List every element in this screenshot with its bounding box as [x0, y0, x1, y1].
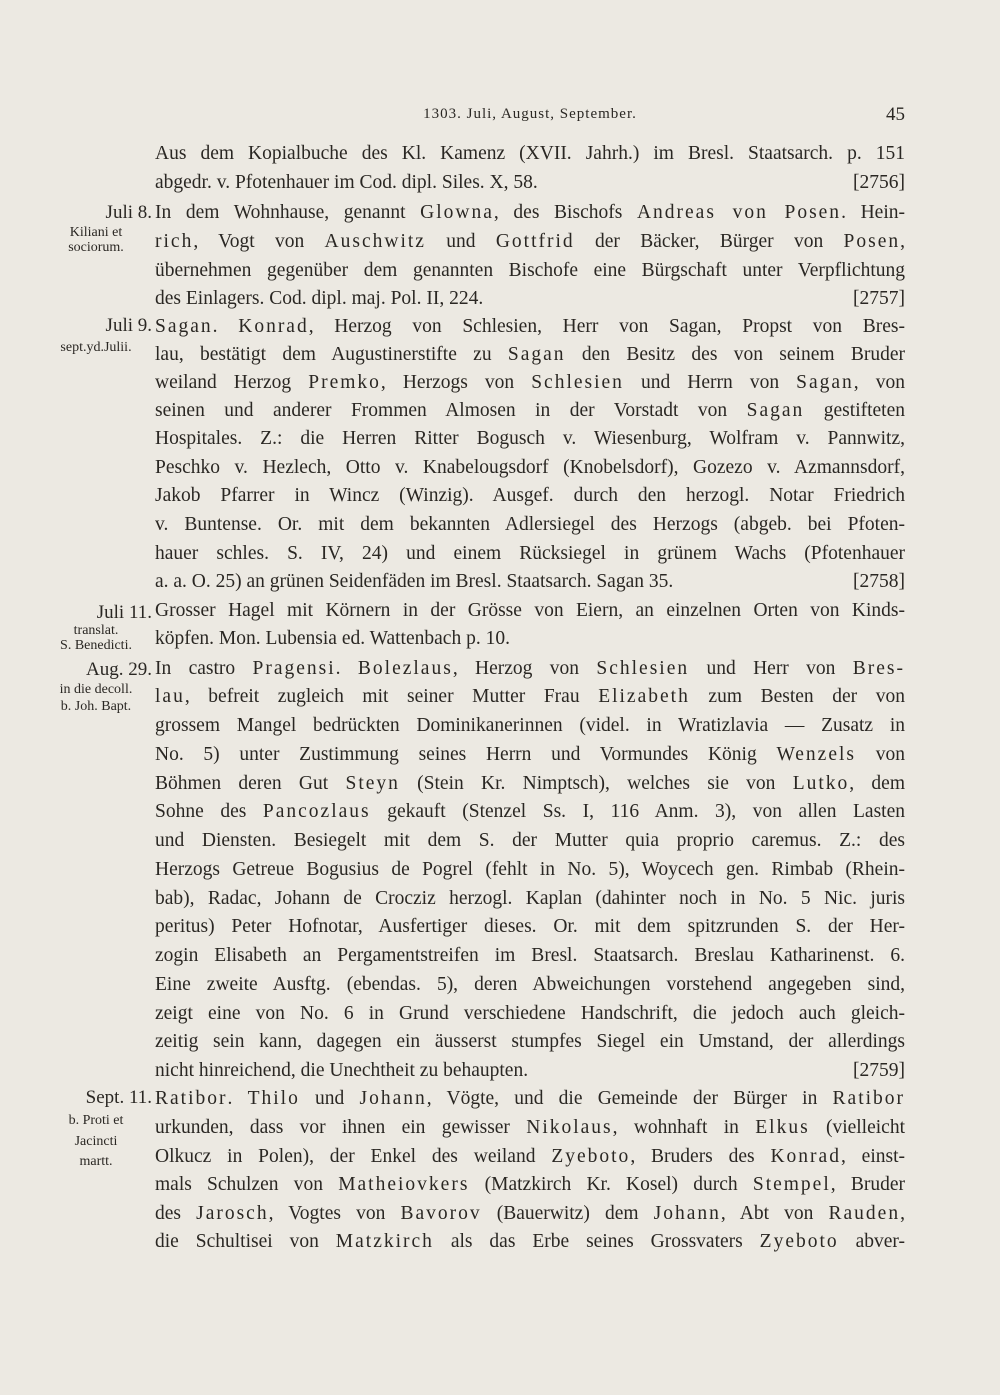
margin-saint-in-die-decoll: in die decoll. — [59, 682, 133, 697]
text-line — [155, 1228, 905, 1255]
document-number: [2757] — [853, 288, 905, 309]
margin-date-juli-11: Juli 11. — [96, 602, 152, 623]
text-line — [155, 712, 905, 739]
text-line — [155, 1143, 905, 1170]
margin-saint-kiliani: Kiliani et — [69, 225, 123, 240]
text-line — [155, 1200, 905, 1227]
line-text: hauer schles. S. IV, 24) und einem Rücksiegel in grünem Wachs (Pfotenhauer — [155, 543, 905, 564]
text-line — [155, 482, 905, 509]
line-text: lau, bestätigt dem Augustinerstifte zu Sagan den Besitz des von seinem Bruder — [155, 344, 905, 365]
running-title: 1303. Juli, August, September. — [423, 106, 637, 122]
text-line — [155, 741, 905, 768]
line-text: seinen und anderer Frommen Almosen in der Vorstadt von Sagan gestifteten — [155, 400, 905, 421]
line-text: bab), Radac, Johann de Crocziz herzogl. Kaplan (dahinter noch in No. 5 Nic. juris — [155, 888, 905, 909]
page-header — [155, 104, 905, 128]
line-text: Sagan. Konrad, Herzog von Schlesien, Herr von Sagan, Propst von Bres- — [155, 316, 905, 337]
text-line — [155, 798, 905, 825]
text-line — [155, 971, 905, 998]
line-text: Jakob Pfarrer in Wincz (Winzig). Ausgef. durch den herzogl. Notar Friedrich — [155, 485, 905, 506]
margin-date-aug-29: Aug. 29. — [86, 659, 152, 680]
text-line — [155, 597, 905, 624]
text-line — [155, 257, 905, 284]
line-text: Böhmen deren Gut Steyn (Stein Kr. Nimptsch), welches sie von Lutko, dem — [155, 773, 905, 794]
line-text: Peschko v. Hezlech, Otto v. Knabelougsdorf (Knobelsdorf), Gozezo v. Azmannsdorf, — [155, 457, 905, 478]
text-line — [155, 885, 905, 912]
text-line — [155, 228, 905, 255]
text-line — [155, 770, 905, 797]
line-text: Hospitales. Z.: die Herren Ritter Bogusch v. Wiesenburg, Wolfram v. Pannwitz, — [155, 428, 905, 449]
line-text: In castro Pragensi. Bolezlaus, Herzog von Schlesien und Herr von Bres- — [155, 658, 905, 679]
line-text: mals Schulzen von Matheiovkers (Matzkirch Kr. Kosel) durch Stempel, Bruder — [155, 1174, 905, 1195]
text-line — [155, 625, 905, 652]
margin-saint-b-proti-et: b. Proti et — [68, 1113, 124, 1128]
line-text: abgedr. v. Pfotenhauer im Cod. dipl. Siles. X, 58. — [155, 172, 538, 193]
text-line — [155, 1028, 905, 1055]
margin-saint-translat: translat. — [73, 623, 119, 638]
text-line — [155, 169, 905, 196]
text-line — [155, 511, 905, 538]
line-text: und Diensten. Besiegelt mit dem S. der Mutter quia proprio caremus. Z.: des — [155, 830, 905, 851]
document-number: [2758] — [853, 571, 905, 592]
line-text: Sohne des Pancozlaus gekauft (Stenzel Ss. I, 116 Anm. 3), von allen Lasten — [155, 801, 905, 822]
line-text: Olkucz in Polen), der Enkel des weiland Zyeboto, Bruders des Konrad, einst- — [155, 1146, 905, 1167]
line-text: In dem Wohnhause, genannt Glowna, des Bischofs Andreas von Posen. Hein- — [155, 202, 905, 223]
line-text: Grosser Hagel mit Körnern in der Grösse von Eiern, an einzelnen Orten von Kinds- — [155, 600, 905, 621]
line-text: zogin Elisabeth an Pergamentstreifen im Bresl. Staatsarch. Breslau Katharinenst. 6. — [155, 945, 905, 966]
line-text: urkunden, dass vor ihnen ein gewisser Nikolaus, wohnhaft in Elkus (vielleicht — [155, 1117, 905, 1138]
line-text: Aus dem Kopialbuche des Kl. Kamenz (XVII. Jahrh.) im Bresl. Staatsarch. p. 151 — [155, 143, 905, 164]
line-text: Ratibor. Thilo und Johann, Vögte, und die Gemeinde der Bürger in Ratibor — [155, 1088, 905, 1109]
line-text: peritus) Peter Hofnotar, Ausfertiger dieses. Or. mit dem spitzrunden S. der Her- — [155, 916, 905, 937]
text-line — [155, 683, 905, 710]
line-text: lau, befreit zugleich mit seiner Mutter Frau Elizabeth zum Besten der von — [155, 686, 905, 707]
text-line — [155, 568, 905, 595]
text-line — [155, 540, 905, 567]
line-text: des Einlagers. Cod. dipl. maj. Pol. II, 224. — [155, 288, 484, 309]
text-line — [155, 1057, 905, 1084]
text-line — [155, 913, 905, 940]
margin-saint-b-joh-bapt: b. Joh. Bapt. — [60, 699, 132, 714]
document-number: [2756] — [853, 172, 905, 193]
text-line — [155, 1085, 905, 1112]
text-line — [155, 454, 905, 481]
text-line — [155, 655, 905, 682]
line-text: nicht hinreichend, die Unechtheit zu behaupten. — [155, 1060, 529, 1081]
line-text: grossem Mangel bedrückten Dominikanerinnen (videl. in Wratizlavia — Zusatz in — [155, 715, 905, 736]
text-line — [155, 1000, 905, 1027]
text-line — [155, 313, 905, 340]
margin-saint-sociorum: sociorum. — [68, 240, 124, 255]
text-line — [155, 942, 905, 969]
text-line — [155, 1114, 905, 1141]
text-line — [155, 1171, 905, 1198]
line-text: rich, Vogt von Auschwitz und Gottfrid der Bäcker, Bürger von Posen, — [155, 231, 905, 252]
line-text: Eine zweite Ausftg. (ebendas. 5), deren Abweichungen vorstehend angegeben sind, — [155, 974, 905, 995]
text-line — [155, 285, 905, 312]
line-text: No. 5) unter Zustimmung seines Herrn und Vormundes König Wenzels von — [155, 744, 905, 765]
text-line — [155, 425, 905, 452]
line-text: des Jarosch, Vogtes von Bavorov (Bauerwitz) dem Johann, Abt von Rauden, — [155, 1203, 905, 1224]
line-text: zeigt eine von No. 6 in Grund verschiedene Handschrift, die jedoch auch gleich- — [155, 1003, 905, 1024]
line-text: weiland Herzog Premko, Herzogs von Schlesien und Herrn von Sagan, von — [155, 372, 905, 393]
margin-date-juli-9: Juli 9. — [105, 315, 152, 336]
text-line — [155, 856, 905, 883]
margin-saint-s-benedicti: S. Benedicti. — [60, 638, 132, 653]
document-number: [2759] — [853, 1060, 905, 1081]
line-text: v. Buntense. Or. mit dem bekannten Adlersiegel des Herzogs (abgeb. bei Pfoten- — [155, 514, 905, 535]
line-text: zeitig sein kann, dagegen ein äusserst stumpfes Siegel ein Umstand, der allerdings — [155, 1031, 905, 1052]
line-text: die Schultisei von Matzkirch als das Erbe seines Grossvaters Zyeboto abver- — [155, 1231, 905, 1252]
text-line — [155, 397, 905, 424]
text-line — [155, 369, 905, 396]
page-number: 45 — [886, 104, 905, 125]
text-line — [155, 199, 905, 226]
margin-saint-sept-yd-julii: sept.yd.Julii. — [60, 340, 132, 355]
margin-date-juli-8: Juli 8. — [105, 202, 152, 223]
margin-saint-jacincti: Jacincti — [74, 1134, 118, 1149]
margin-date-sept-11: Sept. 11. — [85, 1087, 152, 1108]
text-line — [155, 140, 905, 167]
line-text: köpfen. Mon. Lubensia ed. Wattenbach p. 10. — [155, 628, 510, 649]
line-text: übernehmen gegenüber dem genannten Bischofe eine Bürgschaft unter Verpflichtung — [155, 260, 905, 281]
line-text: a. a. O. 25) an grünen Seidenfäden im Bresl. Staatsarch. Sagan 35. — [155, 571, 674, 592]
margin-saint-martt: martt. — [79, 1154, 113, 1169]
text-line — [155, 341, 905, 368]
line-text: Herzogs Getreue Bogusius de Pogrel (fehlt in No. 5), Woycech gen. Rimbab (Rhein- — [155, 859, 905, 880]
text-line — [155, 827, 905, 854]
